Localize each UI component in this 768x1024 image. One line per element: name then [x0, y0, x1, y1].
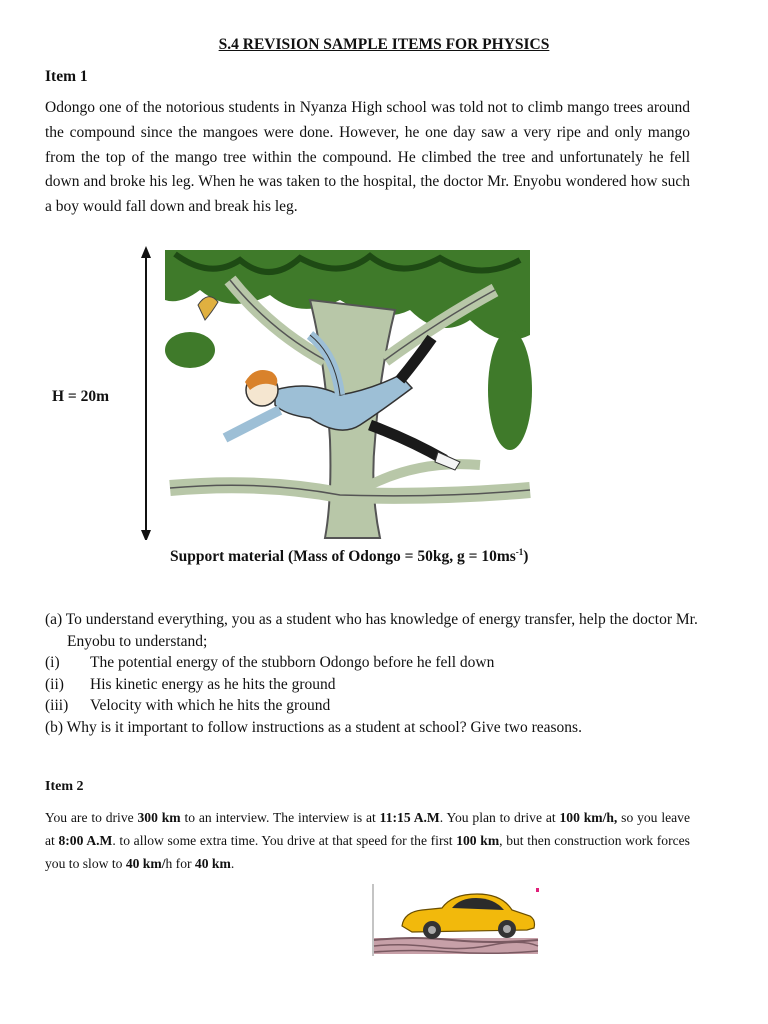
- text-run: .: [230, 856, 235, 871]
- caption-text: Support material (Mass of Odongo = 50kg, g = 10ms: [170, 548, 516, 566]
- bold-run: 40 km/: [125, 856, 166, 871]
- text-run: . You plan to drive at: [439, 810, 560, 825]
- item1-heading: Item 1: [45, 68, 88, 85]
- bold-run: 300 km: [137, 810, 181, 825]
- bold-run: 100 km: [456, 833, 500, 848]
- question-b: (b) Why is it important to follow instructions as a student at school? Give two reasons.: [45, 718, 582, 736]
- height-arrow: [141, 246, 151, 540]
- item2-heading: Item 2: [45, 779, 84, 794]
- caption-close: ): [523, 548, 529, 566]
- subquestion-i: [45, 652, 725, 674]
- bold-run: 100 km/h,: [559, 810, 618, 825]
- bold-run: 8:00 A.M: [58, 833, 113, 848]
- figure-caption: [170, 547, 528, 566]
- tree-fall-illustration: [40, 240, 560, 540]
- page-title: S.4 REVISION SAMPLE ITEMS FOR PHYSICS: [218, 36, 550, 53]
- sports-car-icon: [372, 882, 540, 958]
- text-run: h for: [165, 856, 195, 871]
- subquestion-text: Velocity with which he hits the ground: [90, 697, 331, 715]
- bold-run: 40 km: [194, 856, 231, 871]
- item2-paragraph: [45, 806, 690, 875]
- subquestion-marker: (ii): [45, 675, 64, 693]
- subquestion-marker: (i): [45, 654, 60, 672]
- bold-run: 11:15 A.M: [379, 810, 440, 825]
- mango-tree-icon: [163, 248, 533, 538]
- text-run: to an interview. The interview is at: [180, 810, 380, 825]
- item1-paragraph: Odongo one of the notorious students in Nyanza High school was told not to climb mango trees around the compound since the mangoes were done. However, he one day saw a very ripe and only mango from the top of the mango tree within the compound. He climbed the tree and unfortunately he fell down and broke his leg. When he was taken to the hospital, the doctor Mr. Enyobu wondered how such a boy would fall down and break his leg.: [45, 99, 690, 216]
- caption-superscript: -1: [515, 547, 524, 557]
- text-run: , but then construction work forces you to slow to: [45, 833, 690, 871]
- subquestion-text: His kinetic energy as he hits the ground: [90, 675, 336, 693]
- subquestion-iii: [45, 695, 725, 717]
- subquestion-text: The potential energy of the stubborn Odongo before he fell down: [90, 654, 495, 672]
- text-run: You are to drive: [45, 810, 138, 825]
- height-label: H = 20m: [52, 388, 110, 405]
- text-run: . to allow some extra time. You drive at that speed for the first: [112, 833, 457, 848]
- subquestion-marker: (iii): [45, 697, 69, 715]
- item1-questions: [45, 609, 725, 739]
- text-run: so you leave at: [45, 810, 690, 848]
- question-a: (a) To understand everything, you as a student who has knowledge of energy transfer, help the doctor Mr. Enyobu to understand;: [45, 611, 698, 650]
- subquestion-ii: [45, 674, 725, 696]
